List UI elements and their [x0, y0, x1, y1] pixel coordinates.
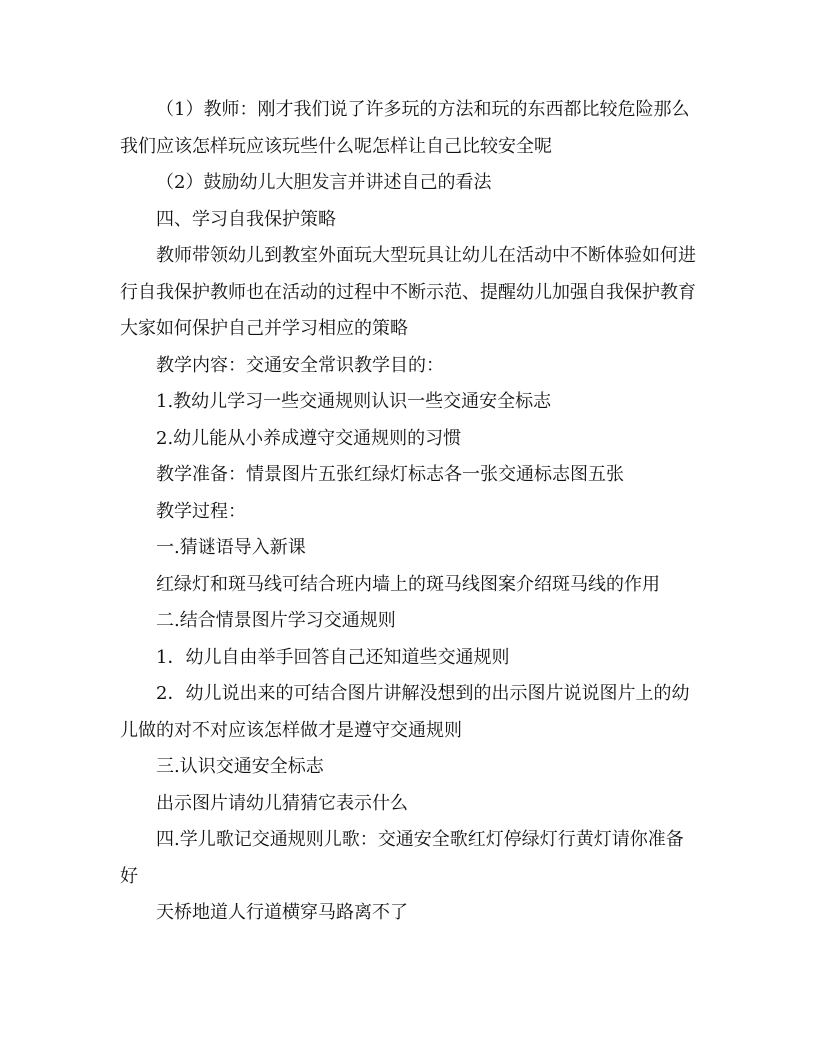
list-item-goal-1: 1.教幼儿学习一些交通规则认识一些交通安全标志	[156, 391, 552, 412]
document-body	[120, 92, 696, 932]
paragraph-show-pictures: 出示图片请幼儿猜猜它表示什么	[156, 792, 408, 814]
paragraph-zebra-crossing: 红绿灯和斑马线可结合班内墙上的斑马线图案介绍斑马线的作用	[156, 573, 660, 595]
list-item-step-2: 2．幼儿说出来的可结合图片讲解没想到的出示图片说说图片上的幼儿做的对不对应该怎样做才是遵守交通规则	[120, 683, 690, 741]
heading-traffic-signs: 三.认识交通安全标志	[156, 756, 324, 777]
heading-riddle-intro: 一.猜谜语导入新课	[156, 537, 306, 558]
heading-teaching-process: 教学过程：	[156, 500, 246, 522]
paragraph-rhyme-line: 天桥地道人行道横穿马路离不了	[156, 902, 408, 923]
paragraph-teaching-preparation: 教学准备：情景图片五张红绿灯标志各一张交通标志图五张	[156, 464, 624, 485]
paragraph-teaching-content: 教学内容：交通安全常识教学目的：	[156, 354, 444, 376]
paragraph-outdoor-activity: 教师带领幼儿到教室外面玩大型玩具让幼儿在活动中不断体验如何进行自我保护教师也在活动的过程中不断示范、提醒幼儿加强自我保护教育大家如何保护自己并学习相应的策略	[120, 245, 696, 339]
paragraph-teacher-question: （1）教师：刚才我们说了许多玩的方法和玩的东西都比较危险那么我们应该怎样玩应该玩些什么呢怎样让自己比较安全呢	[120, 99, 690, 157]
list-item-step-1: 1．幼儿自由举手回答自己还知道些交通规则	[156, 646, 510, 668]
list-item-goal-2: 2.幼儿能从小养成遵守交通规则的习惯	[156, 427, 462, 449]
heading-scene-pictures: 二.结合情景图片学习交通规则	[156, 610, 396, 631]
heading-nursery-rhyme: 四.学儿歌记交通规则儿歌：交通安全歌红灯停绿灯行黄灯请你准备好	[120, 829, 684, 887]
heading-self-protection: 四、学习自我保护策略	[156, 208, 336, 230]
paragraph-encourage-speaking: （2）鼓励幼儿大胆发言并讲述自己的看法	[156, 172, 492, 193]
